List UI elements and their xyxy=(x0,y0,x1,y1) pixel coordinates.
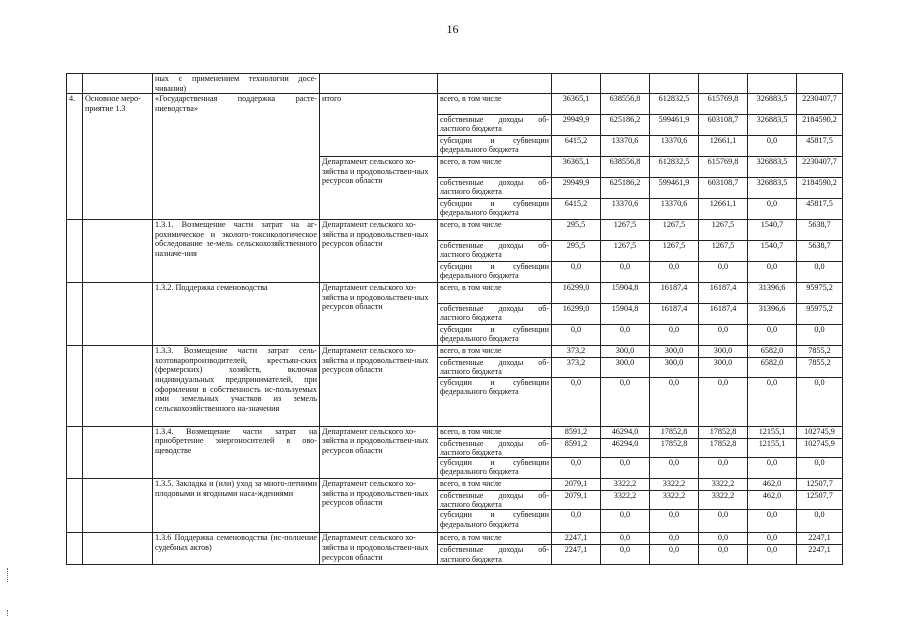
cell-amount: 15904,8 xyxy=(601,283,650,304)
cell-amount: 0,0 xyxy=(552,262,601,283)
cell-amount: 0,0 xyxy=(699,545,748,564)
budget-table xyxy=(66,73,843,565)
cell-empty xyxy=(83,479,153,533)
cell-amount: 0,0 xyxy=(650,262,699,283)
cell-amount: 2230407,7 xyxy=(797,157,843,178)
cell-empty xyxy=(67,74,83,94)
cell-funding-source: субсидии и субвенции федерального бюджета xyxy=(438,377,552,426)
cell-amount: 46294,0 xyxy=(601,438,650,457)
cell-activity-name: «Государственная поддержка расте-ниеводства» xyxy=(153,94,320,220)
cell-amount: 300,0 xyxy=(699,358,748,377)
cell-amount: 16299,0 xyxy=(552,304,601,325)
cell-amount: 2079,1 xyxy=(552,491,601,510)
margin-mark xyxy=(7,610,9,616)
cell-empty xyxy=(320,74,438,94)
cell-amount: 13370,6 xyxy=(601,136,650,157)
cell-funding-source: собственные доходы об-ластного бюджета xyxy=(438,545,552,564)
cell-amount: 6415,2 xyxy=(552,199,601,220)
cell-activity-name: 1.3.6 Поддержка семеноводства (ис-полнение судебных актов) xyxy=(153,533,320,564)
cell-amount: 3322,2 xyxy=(650,479,699,491)
margin-mark xyxy=(7,568,9,582)
cell-amount: 16187,4 xyxy=(650,304,699,325)
cell-executor: итого xyxy=(320,94,438,157)
cell-amount: 3322,2 xyxy=(601,491,650,510)
cell-amount: 12507,7 xyxy=(797,479,843,491)
cell-amount: 95975,2 xyxy=(797,283,843,304)
cell-amount: 300,0 xyxy=(601,346,650,358)
cell-funding-source: всего, в том числе xyxy=(438,426,552,438)
cell-funding-source: всего, в том числе xyxy=(438,220,552,241)
cell-funding-source: субсидии и субвенции федерального бюджета xyxy=(438,510,552,533)
cell-amount: 0,0 xyxy=(601,458,650,479)
cell-empty xyxy=(438,74,552,94)
cell-amount: 12155,1 xyxy=(748,426,797,438)
page-number: 16 xyxy=(446,22,459,36)
cell-funding-source: собственные доходы об-ластного бюджета xyxy=(438,438,552,457)
cell-amount: 1267,5 xyxy=(699,241,748,262)
cell-main-activity: Основное меро-приятие 1.3 xyxy=(83,94,153,220)
cell-amount: 12661,1 xyxy=(699,136,748,157)
cell-amount: 13370,6 xyxy=(650,136,699,157)
table-body xyxy=(67,74,843,565)
cell-empty xyxy=(83,346,153,426)
cell-executor: Департамент сельского хо-зяйства и продовольствен-ных ресурсов области xyxy=(320,479,438,533)
cell-amount: 29949,9 xyxy=(552,178,601,199)
cell-amount: 0,0 xyxy=(748,325,797,346)
cell-empty xyxy=(67,533,83,564)
cell-empty xyxy=(67,426,83,478)
cell-amount: 17852,8 xyxy=(650,438,699,457)
cell-amount: 638556,8 xyxy=(601,94,650,115)
cell-amount: 0,0 xyxy=(601,510,650,533)
cell-amount: 2184590,2 xyxy=(797,178,843,199)
cell-empty xyxy=(83,220,153,283)
cell-funding-source: всего, в том числе xyxy=(438,157,552,178)
cell-amount: 12507,7 xyxy=(797,491,843,510)
cell-amount: 295,5 xyxy=(552,241,601,262)
cell-amount: 326883,5 xyxy=(748,157,797,178)
cell-amount: 29949,9 xyxy=(552,115,601,136)
cell-item-number: 4. xyxy=(67,94,83,220)
cell-amount: 0,0 xyxy=(797,325,843,346)
table-row xyxy=(67,426,843,438)
cell-amount: 0,0 xyxy=(650,377,699,426)
cell-funding-source: субсидии и субвенции федерального бюджета xyxy=(438,136,552,157)
cell-amount: 6582,0 xyxy=(748,346,797,358)
cell-amount: 0,0 xyxy=(650,458,699,479)
cell-funding-source: субсидии и субвенции федерального бюджета xyxy=(438,325,552,346)
cell-activity-name: 1.3.3. Возмещение части затрат сель-хозтоваропроизводителей, крестьян-ских (фермерских) хозяйств, включая индивидуальных предпринимателей, при оформлении в собственность ис-пользуемых ими земельных участков из земель сельскохозяйственного на-значения xyxy=(153,346,320,426)
cell-amount: 102745,9 xyxy=(797,426,843,438)
cell-amount: 1267,5 xyxy=(650,241,699,262)
cell-amount: 0,0 xyxy=(601,533,650,545)
cell-empty xyxy=(67,220,83,283)
table-row xyxy=(67,220,843,241)
cell-amount: 0,0 xyxy=(601,262,650,283)
cell-amount: 0,0 xyxy=(748,510,797,533)
cell-amount: 326883,5 xyxy=(748,115,797,136)
cell-empty xyxy=(552,74,601,94)
cell-amount: 5638,7 xyxy=(797,220,843,241)
cell-empty xyxy=(83,283,153,346)
cell-amount: 0,0 xyxy=(699,262,748,283)
cell-amount: 373,2 xyxy=(552,358,601,377)
cell-amount: 638556,8 xyxy=(601,157,650,178)
cell-funding-source: всего, в том числе xyxy=(438,94,552,115)
cell-amount: 1267,5 xyxy=(601,241,650,262)
cell-amount: 0,0 xyxy=(797,510,843,533)
cell-fragment: ных с применением технологии досе-чивания) xyxy=(153,74,320,94)
cell-amount: 0,0 xyxy=(650,545,699,564)
cell-amount: 462,0 xyxy=(748,491,797,510)
cell-amount: 0,0 xyxy=(748,545,797,564)
cell-amount: 462,0 xyxy=(748,479,797,491)
cell-amount: 300,0 xyxy=(650,346,699,358)
cell-amount: 603108,7 xyxy=(699,115,748,136)
cell-funding-source: собственные доходы об-ластного бюджета xyxy=(438,304,552,325)
table-row xyxy=(67,94,843,115)
cell-amount: 0,0 xyxy=(552,510,601,533)
cell-amount: 0,0 xyxy=(552,377,601,426)
cell-amount: 0,0 xyxy=(748,377,797,426)
cell-amount: 0,0 xyxy=(748,533,797,545)
cell-funding-source: всего, в том числе xyxy=(438,346,552,358)
cell-amount: 1540,7 xyxy=(748,220,797,241)
cell-amount: 1540,7 xyxy=(748,241,797,262)
cell-amount: 612832,5 xyxy=(650,94,699,115)
cell-funding-source: субсидии и субвенции федерального бюджета xyxy=(438,458,552,479)
cell-amount: 16187,4 xyxy=(699,304,748,325)
cell-amount: 2247,1 xyxy=(552,545,601,564)
cell-amount: 16187,4 xyxy=(650,283,699,304)
cell-amount: 2247,1 xyxy=(552,533,601,545)
cell-amount: 1267,5 xyxy=(699,220,748,241)
cell-empty xyxy=(650,74,699,94)
cell-amount: 17852,8 xyxy=(699,438,748,457)
cell-amount: 0,0 xyxy=(552,458,601,479)
cell-empty xyxy=(797,74,843,94)
cell-amount: 0,0 xyxy=(650,325,699,346)
cell-amount: 3322,2 xyxy=(601,479,650,491)
cell-empty xyxy=(67,479,83,533)
cell-amount: 36365,1 xyxy=(552,157,601,178)
table-row xyxy=(67,346,843,358)
cell-amount: 0,0 xyxy=(748,199,797,220)
cell-amount: 0,0 xyxy=(601,325,650,346)
cell-amount: 300,0 xyxy=(699,346,748,358)
cell-amount: 615769,8 xyxy=(699,94,748,115)
cell-amount: 1267,5 xyxy=(650,220,699,241)
cell-amount: 0,0 xyxy=(699,325,748,346)
cell-executor: Департамент сельского хо-зяйства и продовольствен-ных ресурсов области xyxy=(320,283,438,346)
cell-amount: 5638,7 xyxy=(797,241,843,262)
table-row xyxy=(67,479,843,491)
cell-amount: 625186,2 xyxy=(601,178,650,199)
cell-amount: 13370,6 xyxy=(650,199,699,220)
cell-executor: Департамент сельского хо-зяйства и продовольствен-ных ресурсов области xyxy=(320,533,438,564)
cell-amount: 3322,2 xyxy=(699,491,748,510)
cell-amount: 3322,2 xyxy=(650,491,699,510)
cell-amount: 7855,2 xyxy=(797,358,843,377)
table-row xyxy=(67,283,843,304)
cell-amount: 0,0 xyxy=(748,262,797,283)
cell-amount: 46294,0 xyxy=(601,426,650,438)
cell-amount: 300,0 xyxy=(650,358,699,377)
cell-amount: 0,0 xyxy=(650,533,699,545)
cell-empty xyxy=(601,74,650,94)
cell-amount: 0,0 xyxy=(601,545,650,564)
cell-amount: 0,0 xyxy=(748,458,797,479)
cell-amount: 625186,2 xyxy=(601,115,650,136)
cell-amount: 300,0 xyxy=(601,358,650,377)
cell-amount: 615769,8 xyxy=(699,157,748,178)
cell-executor: Департамент сельского хо-зяйства и продовольствен-ных ресурсов области xyxy=(320,346,438,426)
cell-empty xyxy=(748,74,797,94)
cell-funding-source: собственные доходы об-ластного бюджета xyxy=(438,241,552,262)
cell-amount: 599461,9 xyxy=(650,178,699,199)
cell-amount: 17852,8 xyxy=(699,426,748,438)
cell-funding-source: субсидии и субвенции федерального бюджета xyxy=(438,262,552,283)
cell-empty xyxy=(699,74,748,94)
cell-amount: 2247,1 xyxy=(797,533,843,545)
cell-empty xyxy=(67,346,83,426)
cell-amount: 102745,9 xyxy=(797,438,843,457)
cell-amount: 0,0 xyxy=(797,458,843,479)
cell-funding-source: субсидии и субвенции федерального бюджета xyxy=(438,199,552,220)
cell-amount: 95975,2 xyxy=(797,304,843,325)
cell-amount: 326883,5 xyxy=(748,178,797,199)
cell-activity-name: 1.3.5. Закладка и (или) уход за много-летними плодовыми и ягодными наса-ждениями xyxy=(153,479,320,533)
cell-amount: 12661,1 xyxy=(699,199,748,220)
cell-amount: 45817,5 xyxy=(797,199,843,220)
cell-empty xyxy=(83,533,153,564)
cell-amount: 8591,2 xyxy=(552,438,601,457)
cell-amount: 603108,7 xyxy=(699,178,748,199)
cell-amount: 0,0 xyxy=(552,325,601,346)
cell-amount: 0,0 xyxy=(601,377,650,426)
cell-amount: 326883,5 xyxy=(748,94,797,115)
cell-amount: 16187,4 xyxy=(699,283,748,304)
cell-amount: 612832,5 xyxy=(650,157,699,178)
cell-funding-source: собственные доходы об-ластного бюджета xyxy=(438,358,552,377)
cell-funding-source: собственные доходы об-ластного бюджета xyxy=(438,491,552,510)
cell-amount: 2184590,2 xyxy=(797,115,843,136)
cell-amount: 0,0 xyxy=(699,377,748,426)
cell-amount: 36365,1 xyxy=(552,94,601,115)
cell-amount: 0,0 xyxy=(748,136,797,157)
cell-amount: 2079,1 xyxy=(552,479,601,491)
table-row xyxy=(67,533,843,545)
cell-amount: 373,2 xyxy=(552,346,601,358)
cell-activity-name: 1.3.1. Возмещение части затрат на аг-рохимическое и эколого-токсикологическое обследование зе-мель сельскохозяйственного назначе-ния xyxy=(153,220,320,283)
cell-amount: 0,0 xyxy=(650,510,699,533)
cell-executor: Департамент сельского хо-зяйства и продовольствен-ных ресурсов области xyxy=(320,426,438,478)
cell-amount: 0,0 xyxy=(797,262,843,283)
cell-amount: 45817,5 xyxy=(797,136,843,157)
cell-amount: 295,5 xyxy=(552,220,601,241)
cell-amount: 31396,6 xyxy=(748,304,797,325)
cell-funding-source: собственные доходы об-ластного бюджета xyxy=(438,178,552,199)
cell-amount: 12155,1 xyxy=(748,438,797,457)
cell-funding-source: всего, в том числе xyxy=(438,479,552,491)
cell-amount: 2230407,7 xyxy=(797,94,843,115)
cell-amount: 0,0 xyxy=(699,510,748,533)
cell-funding-source: собственные доходы об-ластного бюджета xyxy=(438,115,552,136)
cell-amount: 31396,6 xyxy=(748,283,797,304)
budget-table-container xyxy=(66,73,842,565)
cell-activity-name: 1.3.4. Возмещение части затрат на приобретение энергоносителей в ово-щеводстве xyxy=(153,426,320,478)
cell-executor: Департамент сельского хо-зяйства и продовольствен-ных ресурсов области xyxy=(320,157,438,220)
cell-executor: Департамент сельского хо-зяйства и продовольствен-ных ресурсов области xyxy=(320,220,438,283)
cell-amount: 15904,8 xyxy=(601,304,650,325)
table-row xyxy=(67,74,843,94)
cell-empty xyxy=(83,426,153,478)
cell-amount: 0,0 xyxy=(797,377,843,426)
cell-amount: 599461,9 xyxy=(650,115,699,136)
cell-amount: 6582,0 xyxy=(748,358,797,377)
cell-funding-source: всего, в том числе xyxy=(438,533,552,545)
cell-empty xyxy=(83,74,153,94)
cell-amount: 3322,2 xyxy=(699,479,748,491)
cell-empty xyxy=(67,283,83,346)
cell-amount: 16299,0 xyxy=(552,283,601,304)
cell-amount: 0,0 xyxy=(699,458,748,479)
cell-amount: 6415,2 xyxy=(552,136,601,157)
cell-amount: 0,0 xyxy=(699,533,748,545)
cell-amount: 8591,2 xyxy=(552,426,601,438)
cell-funding-source: всего, в том числе xyxy=(438,283,552,304)
cell-amount: 2247,1 xyxy=(797,545,843,564)
cell-amount: 17852,8 xyxy=(650,426,699,438)
cell-amount: 7855,2 xyxy=(797,346,843,358)
cell-activity-name: 1.3.2. Поддержка семеноводства xyxy=(153,283,320,346)
cell-amount: 1267,5 xyxy=(601,220,650,241)
cell-amount: 13370,6 xyxy=(601,199,650,220)
